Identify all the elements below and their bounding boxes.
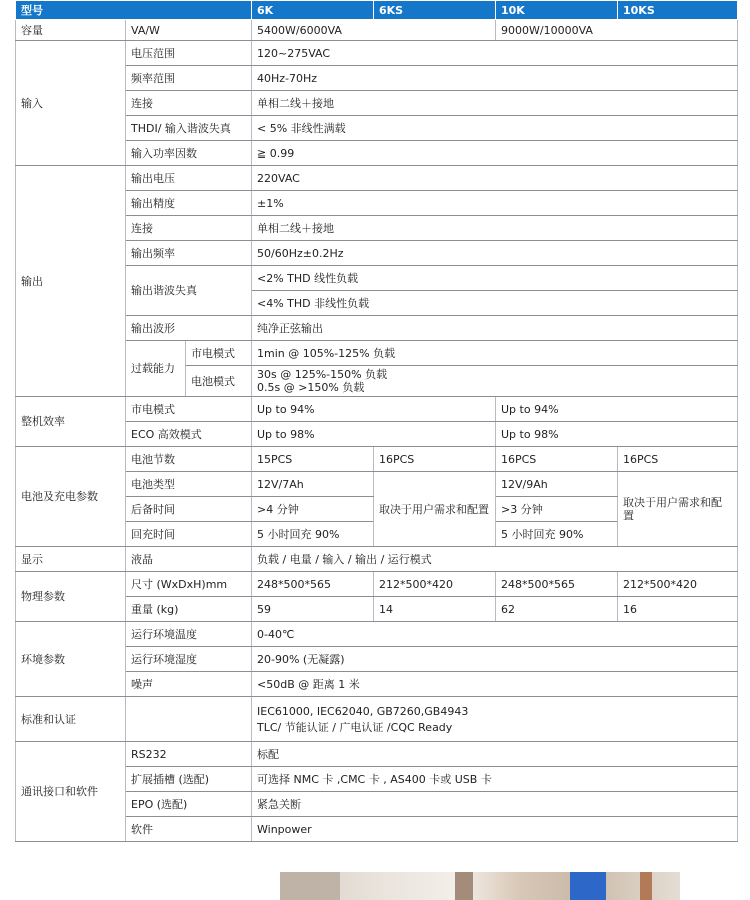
input-row: [16, 41, 738, 66]
row-value: < 5% 非线性满载: [252, 116, 738, 141]
row-label: EPO (选配): [126, 792, 252, 817]
row-label: 尺寸 (WxDxH)mm: [126, 572, 252, 597]
standards-line-1: IEC61000, IEC62040, GB7260,GB4943: [257, 704, 469, 718]
row-label: 频率范围: [126, 66, 252, 91]
row-value: <2% THD 线性负载: [252, 266, 738, 291]
row-label: RS232: [126, 742, 252, 767]
overload-line-1: 1min @ 105%-125% 负载: [252, 341, 738, 366]
row-value: 40Hz-70Hz: [252, 66, 738, 91]
cell-10k: 12V/9Ah: [496, 472, 618, 497]
cell-10k: >3 分钟: [496, 497, 618, 522]
row-label: ECO 高效模式: [126, 422, 252, 447]
cell-10ks: 16: [618, 597, 738, 622]
group-physical: 物理参数: [16, 572, 126, 622]
row-value: <50dB @ 距离 1 米: [252, 672, 738, 697]
row-value: 0-40℃: [252, 622, 738, 647]
header-10k: 10K: [496, 1, 618, 20]
cell-10k-range: Up to 98%: [496, 422, 738, 447]
capacity-row: [16, 20, 738, 41]
physical-row: [16, 572, 738, 597]
row-value: 标配: [252, 742, 738, 767]
group-efficiency: 整机效率: [16, 397, 126, 447]
standards-line-2: TLC/ 节能认证 / 广电认证 /CQC Ready: [257, 720, 453, 734]
standards-row: [16, 697, 738, 742]
row-value: 单相二线＋接地: [252, 216, 738, 241]
header-6ks: 6KS: [374, 1, 496, 20]
row-label: 输出电压: [126, 166, 252, 191]
row-label: 运行环境温度: [126, 622, 252, 647]
group-output: 输出: [16, 166, 126, 397]
row-label: 过载能力: [126, 341, 186, 397]
row-label: THDI/ 输入谐波失真: [126, 116, 252, 141]
product-photo-strip: [280, 872, 680, 900]
row-label: 输入功率因数: [126, 141, 252, 166]
header-row: [16, 1, 738, 20]
row-label: 输出精度: [126, 191, 252, 216]
cell-10k: 5 小时回充 90%: [496, 522, 618, 547]
row-label: 电压范围: [126, 41, 252, 66]
row-label-empty: [126, 697, 252, 742]
cell-6ks-config: 取决于用户需求和配置: [374, 472, 496, 547]
overload-line-3: 0.5s @ >150% 负载: [257, 381, 365, 394]
cell-10ks: 212*500*420: [618, 572, 738, 597]
row-value: 50/60Hz±0.2Hz: [252, 241, 738, 266]
photo-block: [455, 872, 473, 900]
cell-10k-range: Up to 94%: [496, 397, 738, 422]
cell-10k-range: 9000W/10000VA: [496, 20, 738, 41]
row-value: 120~275VAC: [252, 41, 738, 66]
cell-6k: 12V/7Ah: [252, 472, 374, 497]
cell-6ks: 14: [374, 597, 496, 622]
cell-6k-range: Up to 94%: [252, 397, 496, 422]
spec-table: [15, 0, 738, 842]
row-label: 运行环境湿度: [126, 647, 252, 672]
row-label: 液晶: [126, 547, 252, 572]
photo-block: [640, 872, 652, 900]
battery-row: [16, 447, 738, 472]
row-label: 扩展插槽 (选配): [126, 767, 252, 792]
standards-value: [252, 697, 738, 742]
cell-10k: 16PCS: [496, 447, 618, 472]
group-battery: 电池及充电参数: [16, 447, 126, 547]
row-label: 回充时间: [126, 522, 252, 547]
row-label: 输出波形: [126, 316, 252, 341]
row-value: <4% THD 非线性负载: [252, 291, 738, 316]
row-label: 后备时间: [126, 497, 252, 522]
cell-10ks-config: 取决于用户需求和配置: [618, 472, 738, 547]
cell-6k: 59: [252, 597, 374, 622]
row-value: Winpower: [252, 817, 738, 842]
row-label: 连接: [126, 91, 252, 116]
cell-6k: 5 小时回充 90%: [252, 522, 374, 547]
cell-6k: 248*500*565: [252, 572, 374, 597]
header-6k: 6K: [252, 1, 374, 20]
row-label: VA/W: [126, 20, 252, 41]
row-label: 电池节数: [126, 447, 252, 472]
group-display: 显示: [16, 547, 126, 572]
group-comm: 通讯接口和软件: [16, 742, 126, 842]
row-label: 市电模式: [126, 397, 252, 422]
cell-6k: 15PCS: [252, 447, 374, 472]
overload-line-2: 30s @ 125%-150% 负载: [257, 368, 388, 381]
row-value: 20-90% (无凝露): [252, 647, 738, 672]
cell-6k-range: 5400W/6000VA: [252, 20, 496, 41]
photo-block: [280, 872, 340, 900]
cell-10ks: 16PCS: [618, 447, 738, 472]
cell-6ks: 16PCS: [374, 447, 496, 472]
comm-row: [16, 742, 738, 767]
cell-10k: 248*500*565: [496, 572, 618, 597]
overload-mains-mode: 市电模式: [186, 341, 252, 366]
cell-6k: >4 分钟: [252, 497, 374, 522]
group-environment: 环境参数: [16, 622, 126, 697]
group-capacity: 容量: [16, 20, 126, 41]
row-label: 软件: [126, 817, 252, 842]
row-label: 噪声: [126, 672, 252, 697]
overload-battery-mode: 电池模式: [186, 366, 252, 397]
row-value: ≧ 0.99: [252, 141, 738, 166]
cell-10k: 62: [496, 597, 618, 622]
efficiency-row: [16, 397, 738, 422]
row-value: ±1%: [252, 191, 738, 216]
row-label: 输出频率: [126, 241, 252, 266]
group-input: 输入: [16, 41, 126, 166]
environment-row: [16, 622, 738, 647]
row-value: 可选择 NMC 卡 ,CMC 卡 , AS400 卡或 USB 卡: [252, 767, 738, 792]
overload-lines: [252, 366, 738, 397]
row-value: 纯净正弦输出: [252, 316, 738, 341]
header-model: 型号: [16, 1, 252, 20]
row-label: 输出谐波失真: [126, 266, 252, 316]
row-label: 重量 (kg): [126, 597, 252, 622]
row-value: 负载 / 电量 / 输入 / 输出 / 运行模式: [252, 547, 738, 572]
display-row: [16, 547, 738, 572]
row-value: 紧急关断: [252, 792, 738, 817]
row-value: 220VAC: [252, 166, 738, 191]
cell-6ks: 212*500*420: [374, 572, 496, 597]
header-10ks: 10KS: [618, 1, 738, 20]
cell-6k-range: Up to 98%: [252, 422, 496, 447]
row-label: 电池类型: [126, 472, 252, 497]
group-standards: 标准和认证: [16, 697, 126, 742]
row-value: 单相二线＋接地: [252, 91, 738, 116]
output-row: [16, 166, 738, 191]
photo-block: [570, 872, 606, 900]
row-label: 连接: [126, 216, 252, 241]
